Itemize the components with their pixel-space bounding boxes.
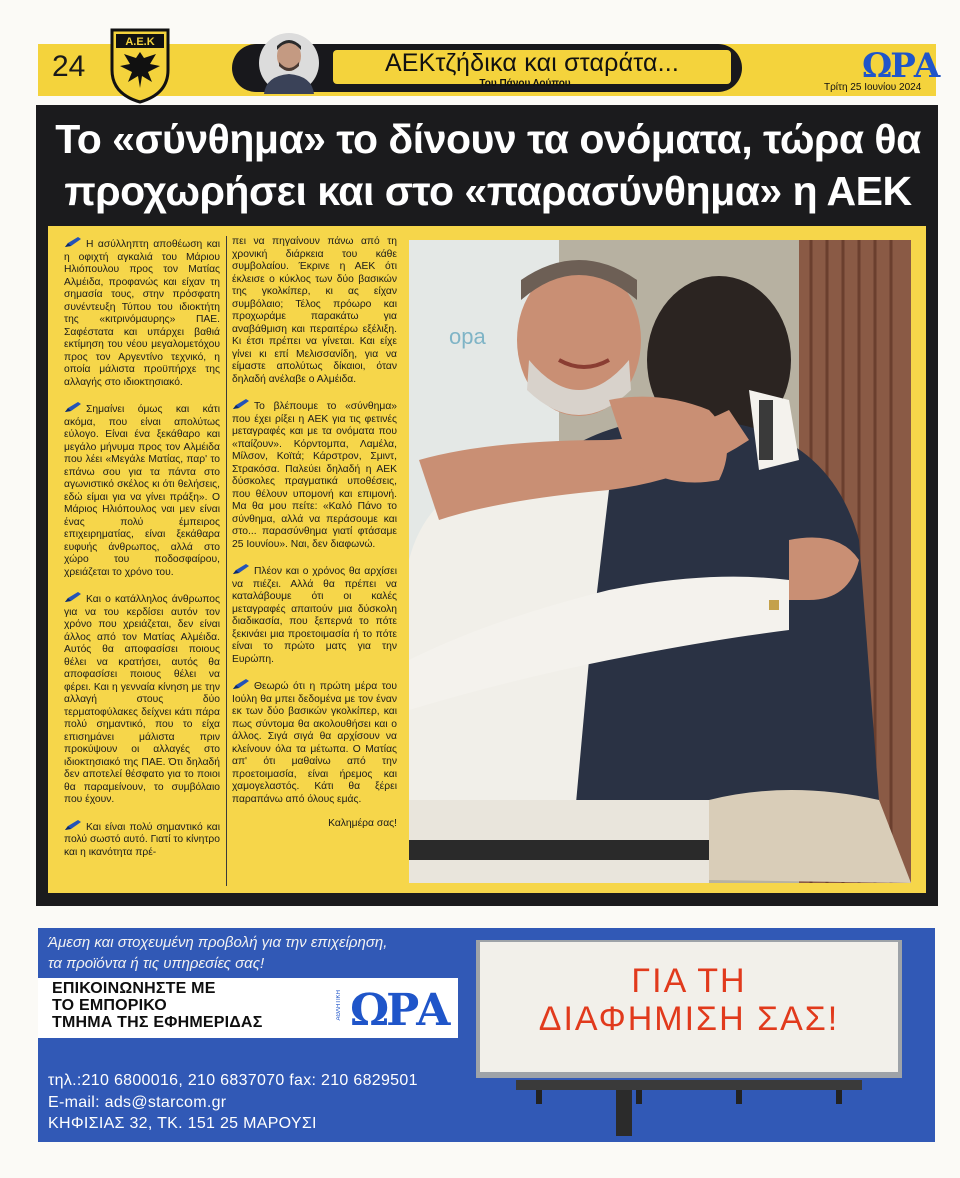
paragraph-text: Η ασύλληπτη αποθέωση και η οφιχτή αγκαλιά του Μάριου Ηλιόπουλου προς τον Ματίας Αλμέιδα, προφανώς και είχαν τη σημασία τους, στην πρόσφατη συνέντευξη Τύπου του ιδιοκτήτη της «κιτρινόμαυρης» ΠΑΕ. Σαφέστατα και υπάρχει βαθιά εκτίμηση του νέου μεγαλομετόχου προς τον Αργεντίνο τεχνικό, η οποία μάλιστα προϋπήρχε της αλλαγής στο ιδιοκτησιακό. xyxy=(64,239,220,388)
paragraph-text: Θεωρώ ότι η πρώτη μέρα του Ιούλη θα μπει δεδομένα με τον έναν εκ των δύο βασικών γκολκίπερ, και πως σύντομα θα ακολουθήσει και ο άλλος. Σιγά σιγά θα αρχίσουν να κλείνουν όλα τα μέτωπα. Ο Ματίας απ' ότι μαθαίνω από την προετοιμασία, είναι ήρεμος και χαμογελαστός. Κάτι θα ξέρει παραπάνω από όλους εμάς. xyxy=(232,681,397,805)
billboard-line-2: ΔΙΑΦΗΜΙΣΗ ΣΑΣ! xyxy=(538,1000,840,1038)
paragraph xyxy=(232,563,397,666)
paragraph xyxy=(232,398,397,551)
advert-email: E-mail: ads@starcom.gr xyxy=(48,1094,227,1111)
advert-logo: ΩΡΑ xyxy=(350,985,448,1036)
headline xyxy=(46,113,930,217)
advert-contact-line-1: ΕΠΙΚΟΙΝΩΝΗΣΤΕ ΜΕ xyxy=(52,980,216,997)
advert-address: ΚΗΦΙΣΙΑΣ 32, ΤΚ. 151 25 ΜΑΡΟΥΣΙ xyxy=(48,1115,317,1132)
page-number: 24 xyxy=(52,50,86,83)
paragraph-text: Σημαίνει όμως και κάτι ακόμα, που είναι απολύτως εύλογο. Είναι ένα ξεκάθαρο και μεγάλο μήνυμα προς τον Αλμέιδα που λέει «Μεγάλε Ματίας, παρ' το επάνω σου για τα πάντα στο αγωνιστικό σκέλος κι ότι θελήσεις, εδώ είμαι για να γίνει πράξη». Ο Μάριος Ηλιόπουλος ναι μεν είναι ένας πολύ έμπειρος επιχειρηματίας, είναι ξεκάθαρα ευφυής άνθρωπος, αλλά στο χώρο του ποδοσφαίρου, χρειάζεται το χρόνο του. xyxy=(64,404,220,578)
article-photo xyxy=(409,240,911,883)
paragraph xyxy=(232,678,397,806)
photo-sign-text: opa xyxy=(449,324,486,349)
advert-intro-line-2: τα προϊόντα ή τις υπηρεσίες σας! xyxy=(48,955,265,972)
column-author: Του Πάνου Λούπου xyxy=(479,78,571,89)
paragraph xyxy=(64,591,220,807)
author-photo xyxy=(254,32,324,94)
paragraph-text: Πλέον και ο χρόνος θα αρχίσει να πιέζει. Αλλά θα πρέπει να καταλάβουμε ότι οι καλές μεταγραφές απαιτούν μια δύσκολη διαδικασία, που ξεπερνά το πότε ξεκινάει μια προετοιμασία ή το πότε είναι το πρώτο ματς για την Ευρώπη. xyxy=(232,566,397,665)
headline-line-2: προχωρήσει και στο «παρασύνθημα» η ΑΕΚ xyxy=(64,168,912,214)
paragraph-text: Και είναι πολύ σημαντικό και πολύ σωστό αυτό. Γιατί το κίνητρο και η ικανότητα πρέ- xyxy=(64,821,220,858)
pen-icon xyxy=(64,236,82,248)
advert-contact-line-2: ΤΟ ΕΜΠΟΡΙΚΟ xyxy=(52,997,167,1014)
paragraph xyxy=(64,401,220,579)
issue-date: Τρίτη 25 Ιουνίου 2024 xyxy=(824,82,922,93)
advert-logo-tag: ΑΘΛΗΤΙΚΗ xyxy=(336,990,342,1021)
billboard-text xyxy=(480,962,898,1038)
paragraph-text: πει να πηγαίνουν πάνω από τη χρονική διάρκεια του κάθε συμβολαίου. Έκρινε η ΑΕΚ ότι έκλεισε ο κύκλος των δύο βασικών της γκολκίπερ, κι ας είχαν συμβόλαιο; Τέλος πρόωρο και προχωράμε παρακάτω για αναβάθμιση και περαιτέρω εξέλιξη. Κι έτσι πρέπει να γίνεται. Και είχε γίνει κι επί Μελισσανίδη, για να είμαστε απολύτως δίκαιοι, όταν δηλαδή ανέλαβε ο Αλμέιδα. xyxy=(232,236,397,385)
crest-text: Α.Ε.Κ xyxy=(125,36,155,48)
column-title: ΑΕΚτζήδικα και σταράτα... xyxy=(384,49,680,77)
paragraph-text: Και ο κατάλληλος άνθρωπος για να του κερδίσει αυτόν τον χρόνο που χρειάζεται, δεν είναι άλλος από τον Ματίας Αλμέιδα. Αυτός θα αποφασίσει ποιους θέλει να κρατήσει, αυτός θα αποφασίσει ποιους θέλει να φέρει. Και η γενναία κίνηση με την αλλαγή στους δύο τερματοφύλακες δείχνει κάτι πάρα πολύ σημαντικό, που το είχα επισημάνει μάλιστα πριν προκύψουν οι αλλαγές στο ιδιοκτησιακό της ΠΑΕ. Ότι δηλαδή δεν αποτελεί θέσφατο για το ποιοι θα παραμείνουν, το συμβόλαιο που έχουν. xyxy=(64,594,220,805)
paragraph xyxy=(64,236,220,389)
paragraph-text: Το βλέπουμε το «σύνθημα» που έχει ρίξει η ΑΕΚ για τις φετινές μεταγραφές και με τα ονόματα που «παίζουν». Κόρντομπα, Λαμέλα, Μίλσον, Κοϊτά; Κάρστρον, Σμιντ, Στρακόσα. Παλεύει δηλαδή η ΑΕΚ δύσκολες πραγματικά υποθέσεις, που θέλουν υπομονή και επιμονή. Μα θα μου πείτε: «Καλό Πάνο το σύνθημα, αλλά να περάσουμε και στο... παρασύνθημα γιατί φτάσαμε 25 Ιουνίου». Ναι, δεν διαφωνώ. xyxy=(232,401,397,550)
billboard-line-1: ΓΙΑ ΤΗ xyxy=(631,962,747,1000)
advert-contact-line-3: ΤΜΗΜΑ ΤΗΣ ΕΦΗΜΕΡΙΔΑΣ xyxy=(52,1014,263,1031)
article-column-1 xyxy=(64,236,220,871)
pen-icon xyxy=(64,401,82,413)
advert-intro-line-1: Άμεση και στοχευμένη προβολή για την επιχείρηση, xyxy=(48,934,388,951)
paragraph xyxy=(232,236,397,386)
pen-icon xyxy=(232,563,250,575)
brand-logo: ΩΡΑ xyxy=(862,46,939,86)
article-column-2 xyxy=(232,236,397,831)
advert-phone: τηλ.:210 6800016, 210 6837070 fax: 210 6829501 xyxy=(48,1072,418,1089)
paragraph xyxy=(64,819,220,860)
column-divider xyxy=(226,236,227,886)
pen-icon xyxy=(232,398,250,410)
pen-icon xyxy=(64,591,82,603)
eagle-crest-icon xyxy=(108,26,172,104)
pen-icon xyxy=(64,819,82,831)
headline-line-1: Το «σύνθημα» το δίνουν τα ονόματα, τώρα θα xyxy=(55,116,921,162)
pen-icon xyxy=(232,678,250,690)
signoff: Καλημέρα σας! xyxy=(328,818,397,829)
advert-contact-text xyxy=(52,980,263,1031)
